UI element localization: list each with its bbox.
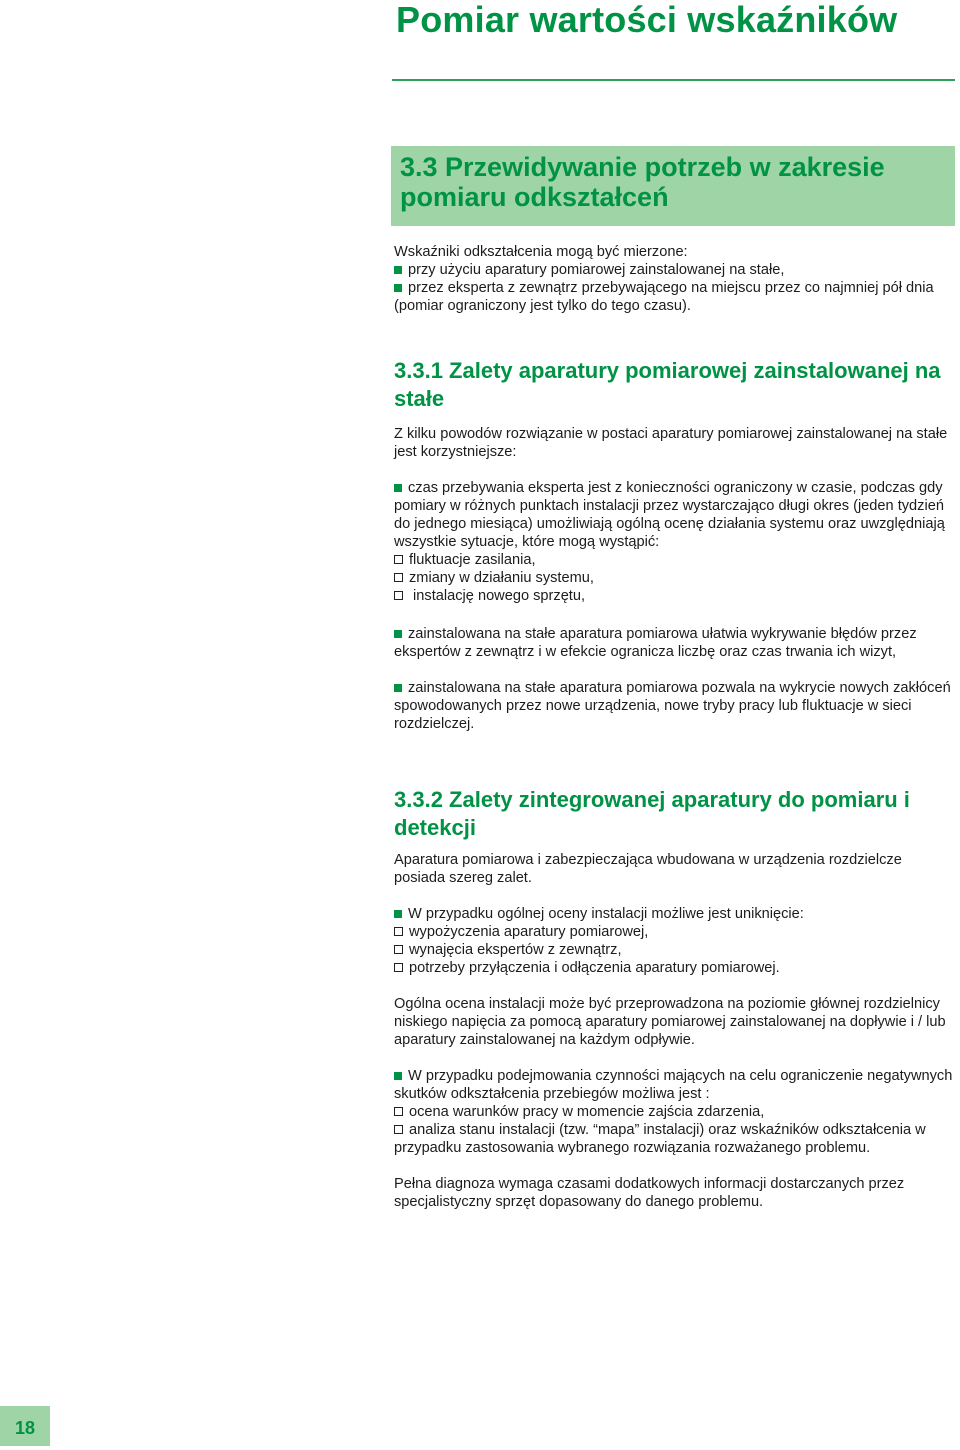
paragraph: Aparatura pomiarowa i zabezpieczająca wbudowana w urządzenia rozdzielcze posiada szereg zalet. <box>394 852 902 886</box>
open-square-bullet-icon <box>394 945 403 954</box>
list-item: W przypadku podejmowania czynności mających na celu ograniczenie negatywnych skutków odkształcenia przebiegów możliwa jest : <box>394 1068 953 1102</box>
sub-list-item: fluktuacje zasilania, <box>394 551 956 569</box>
paragraph: Pełna diagnoza wymaga czasami dodatkowych informacji dostarczanych przez specjalistyczny sprzęt dopasowany do danego problemu. <box>394 1176 905 1210</box>
filled-square-bullet-icon <box>394 284 402 292</box>
sub-list-item: wynajęcia ekspertów z zewnątrz, <box>394 941 956 959</box>
sub-list-item: instalację nowego sprzętu, <box>394 587 956 605</box>
subsection-heading-332: 3.3.2 Zalety zintegrowanej aparatury do pomiaru i detekcji <box>394 787 910 840</box>
filled-square-bullet-icon <box>394 684 402 692</box>
subsection-heading-331: 3.3.1 Zalety aparatury pomiarowej zainstalowanej na stałe <box>394 358 941 411</box>
sub-list-item: potrzeby przyłączenia i odłączenia aparatury pomiarowej. <box>394 959 956 977</box>
filled-square-bullet-icon <box>394 484 402 492</box>
paragraph: Ogólna ocena instalacji może być przeprowadzona na poziomie głównej rozdzielnicy niskiego napięcia za pomocą aparatury pomiarowej zainstalowanej na dopływie i / lub aparatury zainstalowanej na każdym odpływie. <box>394 996 946 1048</box>
sub-list-item: zmiany w działaniu systemu, <box>394 569 956 587</box>
sub-list-item: ocena warunków pracy w momencie zajścia zdarzenia, <box>394 1103 956 1121</box>
open-square-bullet-icon <box>394 591 403 600</box>
section-banner <box>391 146 955 226</box>
open-square-bullet-icon <box>394 927 403 936</box>
list-item: przez eksperta z zewnątrz przebywającego na miejscu przez co najmniej pół dnia (pomiar ograniczony jest tylko do tego czasu). <box>394 280 934 314</box>
page-number: 18 <box>0 1406 50 1446</box>
list-item: W przypadku ogólnej oceny instalacji możliwe jest uniknięcie: <box>394 905 956 923</box>
sub-list-item: analiza stanu instalacji (tzw. “mapa” instalacji) oraz wskaźników odkształcenia w przypadku zastosowania wybranego rozwiązania rozważanego problemu. <box>394 1122 926 1156</box>
page-title: Pomiar wartości wskaźników <box>396 0 898 40</box>
open-square-bullet-icon <box>394 555 403 564</box>
subsection-332-body <box>394 851 956 1211</box>
filled-square-bullet-icon <box>394 910 402 918</box>
paragraph: Z kilku powodów rozwiązanie w postaci aparatury pomiarowej zainstalowanej na stałe jest korzystniejsze: <box>394 426 948 460</box>
intro-block <box>394 243 956 315</box>
list-item: zainstalowana na stałe aparatura pomiarowa pozwala na wykrycie nowych zakłóceń spowodowanych przez nowe urządzenia, nowe tryby pracy lub fluktuacje w sieci rozdzielczej. <box>394 680 951 732</box>
subsection-331-body <box>394 425 956 733</box>
filled-square-bullet-icon <box>394 630 402 638</box>
filled-square-bullet-icon <box>394 266 402 274</box>
open-square-bullet-icon <box>394 1107 403 1116</box>
open-square-bullet-icon <box>394 1125 403 1134</box>
list-item: zainstalowana na stałe aparatura pomiarowa ułatwia wykrywanie błędów przez ekspertów z zewnątrz i w efekcie ogranicza liczbę oraz czas trwania ich wizyt, <box>394 626 917 660</box>
sub-list-item: wypożyczenia aparatury pomiarowej, <box>394 923 956 941</box>
section-heading: 3.3 Przewidywanie potrzeb w zakresie pomiaru odkształceń <box>400 152 885 212</box>
title-rule <box>392 79 955 81</box>
filled-square-bullet-icon <box>394 1072 402 1080</box>
open-square-bullet-icon <box>394 963 403 972</box>
list-item: czas przebywania eksperta jest z konieczności ograniczony w czasie, podczas gdy pomiary w różnych punktach instalacji przez wystarczająco długi okres (jeden tydzień do jednego miesiąca) umożliwiają ogólną ocenę działania systemu oraz uwzględniają wszystkie sytuacje, które mogą wystąpić: <box>394 480 945 550</box>
intro-lead: Wskaźniki odkształcenia mogą być mierzone: <box>394 244 688 260</box>
list-item: przy użyciu aparatury pomiarowej zainstalowanej na stałe, <box>394 261 956 279</box>
open-square-bullet-icon <box>394 573 403 582</box>
